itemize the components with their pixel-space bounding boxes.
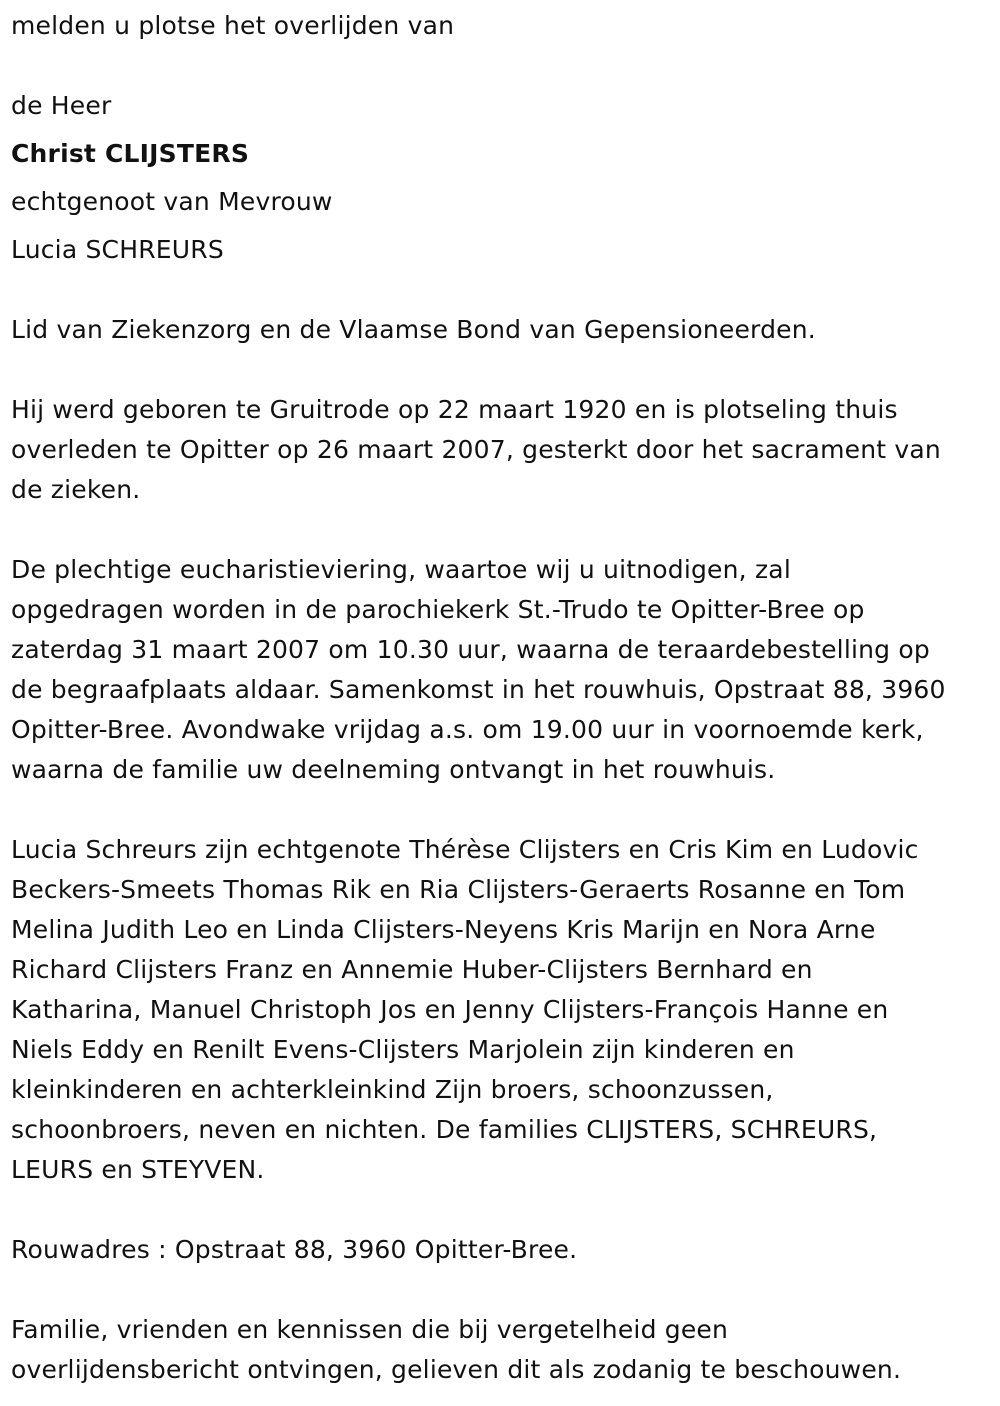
- text-line: Opitter-Bree. Avondwake vrijdag a.s. om 19.00 uur in voornoemde kerk,: [11, 715, 924, 744]
- text-line: zaterdag 31 maart 2007 om 10.30 uur, waarna de teraardebestelling op: [11, 635, 930, 664]
- text-line: de zieken.: [11, 475, 141, 504]
- title-prefix: de Heer: [11, 91, 112, 120]
- text-line: Beckers-Smeets Thomas Rik en Ria Clijsters-Geraerts Rosanne en Tom: [11, 875, 906, 904]
- spouse-line: echtgenoot van Mevrouw: [11, 187, 333, 216]
- membership-line: Lid van Ziekenzorg en de Vlaamse Bond van Gepensioneerden.: [11, 315, 816, 344]
- spacer: [11, 510, 996, 550]
- closing-paragraph: [11, 1310, 996, 1390]
- text-line: Melina Judith Leo en Linda Clijsters-Neyens Kris Marijn en Nora Arne: [11, 915, 876, 944]
- deceased-name: Christ CLIJSTERS: [11, 139, 250, 168]
- text-line: waarna de familie uw deelneming ontvangt in het rouwhuis.: [11, 755, 776, 784]
- spacer: [11, 46, 996, 86]
- spacer: [11, 1190, 996, 1230]
- spouse-name: Lucia SCHREURS: [11, 235, 224, 264]
- text-line: Familie, vrienden en kennissen die bij vergetelheid geen: [11, 1315, 729, 1344]
- text-line: overlijdensbericht ontvingen, gelieven dit als zodanig te beschouwen.: [11, 1355, 902, 1384]
- spacer: [11, 1270, 996, 1310]
- text-line: Hij werd geboren te Gruitrode op 22 maart 1920 en is plotseling thuis: [11, 395, 898, 424]
- spacer: [11, 350, 996, 390]
- text-line: De plechtige eucharistieviering, waartoe wij u uitnodigen, zal: [11, 555, 791, 584]
- birth-death-paragraph: [11, 390, 996, 510]
- intro-line: melden u plotse het overlijden van: [11, 11, 455, 40]
- text-line: Richard Clijsters Franz en Annemie Huber-Clijsters Bernhard en: [11, 955, 813, 984]
- text-line: Katharina, Manuel Christoph Jos en Jenny Clijsters-François Hanne en: [11, 995, 889, 1024]
- text-line: kleinkinderen en achterkleinkind Zijn broers, schoonzussen,: [11, 1075, 774, 1104]
- text-line: de begraafplaats aldaar. Samenkomst in het rouwhuis, Opstraat 88, 3960: [11, 675, 946, 704]
- text-line: Niels Eddy en Renilt Evens-Clijsters Marjolein zijn kinderen en: [11, 1035, 795, 1064]
- text-line: LEURS en STEYVEN.: [11, 1155, 265, 1184]
- text-line: opgedragen worden in de parochiekerk St.-Trudo te Opitter-Bree op: [11, 595, 865, 624]
- spacer: [11, 270, 996, 310]
- family-paragraph: [11, 830, 996, 1190]
- text-line: overleden te Opitter op 26 maart 2007, gesterkt door het sacrament van: [11, 435, 941, 464]
- ceremony-paragraph: [11, 550, 996, 790]
- text-line: schoonbroers, neven en nichten. De families CLIJSTERS, SCHREURS,: [11, 1115, 878, 1144]
- text-line: Lucia Schreurs zijn echtgenote Thérèse Clijsters en Cris Kim en Ludovic: [11, 835, 919, 864]
- spacer: [11, 790, 996, 830]
- mourning-address: Rouwadres : Opstraat 88, 3960 Opitter-Bree.: [11, 1235, 578, 1264]
- death-notice: [11, 0, 996, 1390]
